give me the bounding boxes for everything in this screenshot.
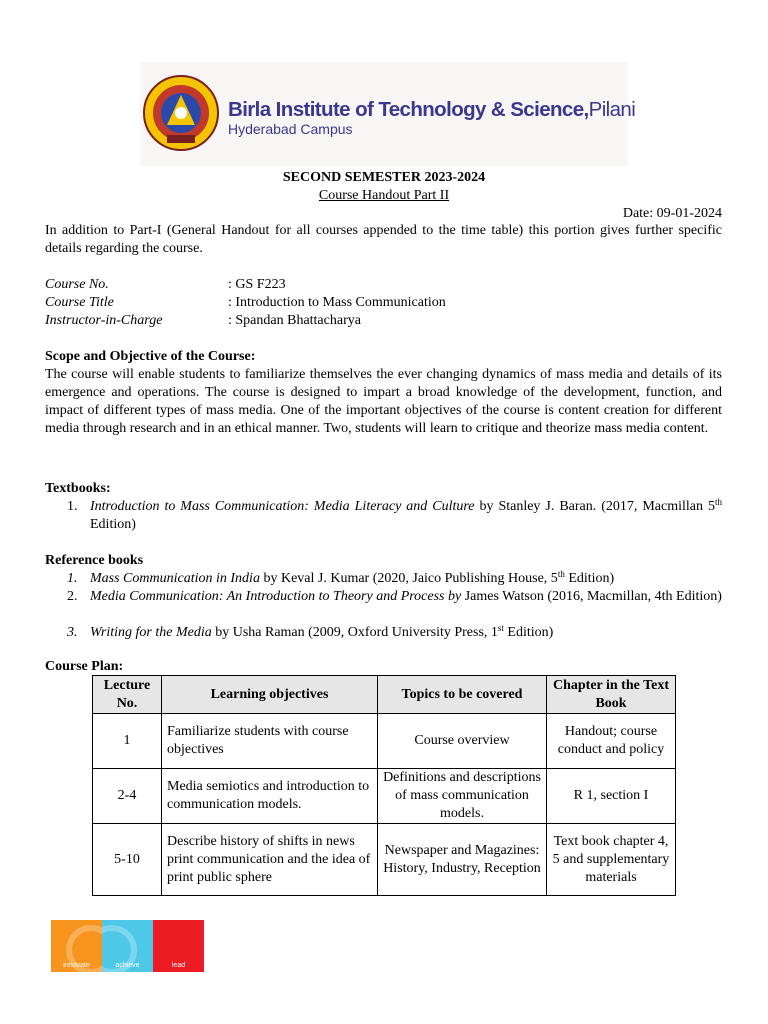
- list-number: 1.: [67, 499, 78, 514]
- course-number-label: Course No.: [45, 277, 109, 292]
- footer-label: innovate: [63, 962, 90, 969]
- table-cell: Text book chapter 4, 5 and supplementary materials: [547, 824, 676, 896]
- handout-date: Date: 09-01-2024: [622, 206, 722, 221]
- course-number-value: : GS F223: [228, 277, 286, 292]
- institute-seal-icon: [143, 73, 219, 155]
- footer-segment-lead: [153, 920, 204, 972]
- reference-books-heading: Reference books: [45, 553, 144, 568]
- column-header: Topics to be covered: [378, 676, 547, 714]
- table-cell: 1: [93, 714, 162, 769]
- instructor-value: : Spandan Bhattacharya: [228, 313, 361, 328]
- reference-citation: Mass Communication in India by Keval J. Kumar (2020, Jaico Publishing House, 5th Edition): [90, 569, 615, 586]
- footer-segment-innovate: [51, 920, 102, 972]
- course-plan-heading: Course Plan:: [45, 659, 124, 674]
- table-cell: Definitions and descriptions of mass communication models.: [378, 769, 547, 824]
- course-title-value: : Introduction to Mass Communication: [228, 295, 446, 310]
- scope-paragraph: The course will enable students to familiarize themselves the ever changing dynamics of mass media and details of its emergence and operations. The course is designed to impart a broad knowledge of the development, function, and impact of different types of mass media. One of the important objectives of the course is content creation for different media through research and in an ethical manner. Two, students will learn to critique and theorize mass media content.: [45, 367, 722, 436]
- list-number: 2.: [67, 589, 78, 604]
- footer-label: lead: [171, 962, 186, 969]
- table-row: [93, 769, 676, 824]
- reference-citation: Writing for the Media by Usha Raman (2009, Oxford University Press, 1st Edition): [90, 623, 554, 640]
- footer-label: achieve: [115, 962, 140, 969]
- textbooks-heading: Textbooks:: [45, 481, 111, 496]
- list-number: 3.: [67, 625, 78, 640]
- footer-brand-bar: [51, 920, 204, 972]
- book-title: Introduction to Mass Communication: Media Literacy and Culture: [90, 499, 475, 514]
- table-header-row: [93, 676, 676, 714]
- table-cell: 5-10: [93, 824, 162, 896]
- textbook-citation: Introduction to Mass Communication: Media Literacy and Culture by Stanley J. Baran. (2017, Macmillan 5th Edition): [90, 497, 722, 532]
- course-title-label: Course Title: [45, 295, 114, 310]
- reference-citation: Media Communication: An Introduction to Theory and Process by James Watson (2016, Macmillan, 4th Edition): [90, 589, 722, 604]
- campus-name: Hyderabad Campus: [228, 121, 353, 137]
- scope-heading: Scope and Objective of the Course:: [45, 349, 256, 364]
- book-title: Media Communication: An Introduction to Theory and Process by: [90, 589, 462, 604]
- column-header: Lecture No.: [93, 676, 162, 714]
- table-cell: 2-4: [93, 769, 162, 824]
- list-number: 1.: [67, 571, 78, 586]
- table-cell: Media semiotics and introduction to communication models.: [162, 769, 378, 824]
- handout-title: Course Handout Part II: [318, 188, 450, 203]
- table-row: [93, 824, 676, 896]
- instructor-label: Instructor-in-Charge: [45, 313, 163, 328]
- footer-segment-achieve: [102, 920, 153, 972]
- book-title: Mass Communication in India: [90, 571, 260, 586]
- table-row: [93, 714, 676, 769]
- course-plan-table: [92, 675, 676, 896]
- table-cell: Familiarize students with course objectives: [162, 714, 378, 769]
- book-title: Writing for the Media: [90, 625, 212, 640]
- table-cell: R 1, section I: [547, 769, 676, 824]
- table-cell: Course overview: [378, 714, 547, 769]
- table-cell: Handout; course conduct and policy: [547, 714, 676, 769]
- table-cell: Describe history of shifts in news print communication and the idea of print public sphere: [162, 824, 378, 896]
- table-cell: Newspaper and Magazines: History, Industry, Reception: [378, 824, 547, 896]
- column-header: Learning objectives: [162, 676, 378, 714]
- semester-title: SECOND SEMESTER 2023-2024: [282, 170, 486, 185]
- institute-name: Birla Institute of Technology & Science,Pilani: [228, 98, 636, 121]
- intro-paragraph: In addition to Part-I (General Handout for all courses appended to the time table) this portion gives further specific details regarding the course.: [45, 223, 722, 256]
- column-header: Chapter in the Text Book: [547, 676, 676, 714]
